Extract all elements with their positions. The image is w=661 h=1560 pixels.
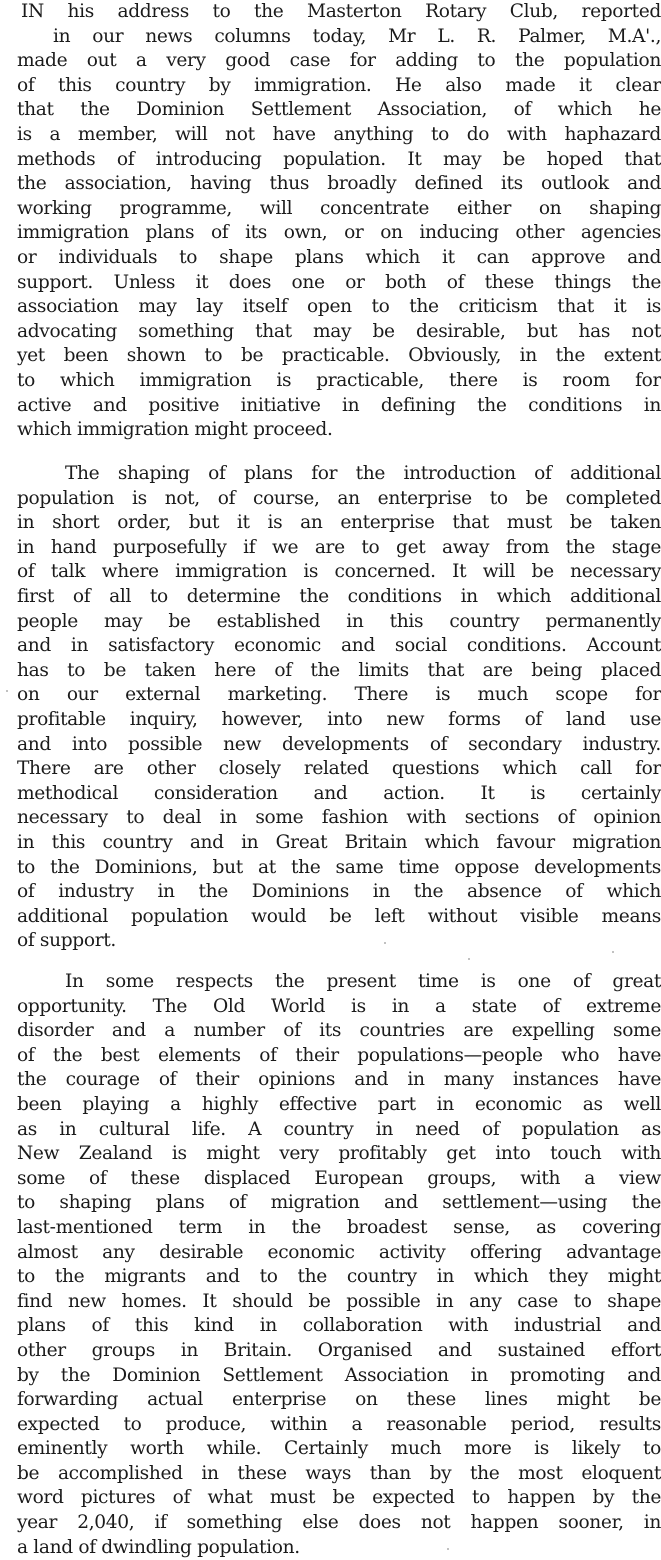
text-line: find new homes. It should be possible in any case to shape (17, 1290, 661, 1312)
text-line: of the best elements of their populations—people who have (17, 1044, 661, 1066)
text-line: The shaping of plans for the introduction of additional (65, 463, 661, 484)
text-line: disorder and a number of its countries are expelling some (17, 1020, 661, 1042)
text-line: advocating something that may be desirable, but has not (17, 320, 661, 342)
text-line: immigration plans of its own, or on inducing other agencies (17, 222, 661, 244)
text-line: to the migrants and to the country in which they might (17, 1266, 661, 1288)
text-line: forwarding actual enterprise on these lines might be (17, 1389, 661, 1411)
scan-speck (384, 942, 386, 944)
text-line: to which immigration is practicable, there is room for (17, 369, 661, 391)
text-line: New Zealand is might very profitably get into touch with (17, 1143, 661, 1165)
text-line: of industry in the Dominions in the absence of which (17, 881, 661, 903)
text-line: on our external marketing. There is much scope for (17, 684, 661, 706)
scan-speck (447, 1548, 449, 1550)
text-line: that the Dominion Settlement Association, of which he (17, 99, 661, 121)
text-line: the association, having thus broadly defined its outlook and (17, 173, 661, 195)
text-line: people may be established in this country permanently (17, 610, 661, 632)
text-line: working programme, will concentrate either on shaping (17, 197, 661, 219)
text-line: be accomplished in these ways than by the most eloquent (17, 1462, 661, 1484)
text-line: the courage of their opinions and in many instances have (17, 1069, 661, 1091)
paragraph-2 (17, 462, 661, 954)
text-line: opportunity. The Old World is in a state of extreme (17, 995, 661, 1017)
text-line: made out a very good case for adding to the population (17, 50, 661, 72)
text-line: last-mentioned term in the broadest sense, as covering (17, 1216, 661, 1238)
text-line: or individuals to shape plans which it can approve and (17, 246, 661, 268)
text-line: to shaping plans of migration and settlement—using the (17, 1192, 661, 1214)
text-line: in hand purposefully if we are to get away from the stage (17, 536, 661, 558)
text-line: eminently worth while. Certainly much more is likely to (17, 1438, 661, 1460)
text-line: by the Dominion Settlement Association in promoting and (17, 1364, 661, 1386)
text-line: a land of dwindling population. (17, 1536, 300, 1558)
text-line: in short order, but it is an enterprise that must be taken (17, 512, 661, 534)
text-line: methodical consideration and action. It is certainly (17, 782, 661, 804)
text-line: support. Unless it does one or both of these things the (17, 271, 661, 293)
text-line: word pictures of what must be expected to happen by the (17, 1487, 661, 1509)
text-line: of talk where immigration is concerned. It will be necessary (17, 561, 661, 583)
scan-speck (468, 958, 470, 960)
text-line: of support. (17, 930, 116, 952)
text-line: to the Dominions, but at the same time oppose developments (17, 856, 661, 878)
text-line: first of all to determine the conditions in which additional (17, 585, 661, 607)
paragraph-3 (17, 970, 661, 1560)
text-line: some of these displaced European groups, with a view (17, 1167, 661, 1189)
text-line: association may lay itself open to the criticism that it is (17, 296, 661, 318)
text-line: and into possible new developments of secondary industry. (17, 733, 661, 755)
text-line: is a member, will not have anything to do with haphazard (17, 123, 661, 145)
text-line: active and positive initiative in defining the conditions in (17, 394, 661, 416)
text-line: almost any desirable economic activity offering advantage (17, 1241, 661, 1263)
text-line: has to be taken here of the limits that are being placed (17, 659, 661, 681)
scan-speck (6, 690, 8, 692)
text-line: in this country and in Great Britain which favour migration (17, 831, 661, 853)
text-line: been playing a highly effective part in economic as well (17, 1093, 661, 1115)
text-line: additional population would be left without visible means (17, 905, 661, 927)
text-line: plans of this kind in collaboration with industrial and (17, 1315, 661, 1337)
text-line: and in satisfactory economic and social conditions. Account (17, 635, 661, 657)
text-line: expected to produce, within a reasonable period, results (17, 1413, 661, 1435)
text-line: population is not, of course, an enterprise to be completed (17, 487, 661, 509)
text-line: in our news columns today, Mr L. R. Palmer, M.A'., (53, 25, 661, 47)
text-line: of this country by immigration. He also made it clear (17, 74, 661, 96)
text-line: profitable inquiry, however, into new forms of land use (17, 708, 661, 730)
text-line: year 2,040, if something else does not happen sooner, in (17, 1512, 661, 1534)
text-line: yet been shown to be practicable. Obviously, in the extent (17, 345, 661, 367)
text-line: which immigration might proceed. (17, 419, 333, 441)
text-line: In some respects the present time is one of great (65, 971, 661, 992)
text-line: as in cultural life. A country in need of population as (17, 1118, 661, 1140)
text-line: other groups in Britain. Organised and sustained effort (17, 1339, 661, 1361)
paragraph-1 (17, 0, 661, 443)
scan-speck (612, 951, 614, 953)
text-line: necessary to deal in some fashion with sections of opinion (17, 807, 661, 829)
text-line: IN his address to the Masterton Rotary Club, reported (21, 1, 661, 22)
text-line: There are other closely related questions which call for (17, 758, 661, 780)
text-line: methods of introducing population. It may be hoped that (17, 148, 661, 170)
